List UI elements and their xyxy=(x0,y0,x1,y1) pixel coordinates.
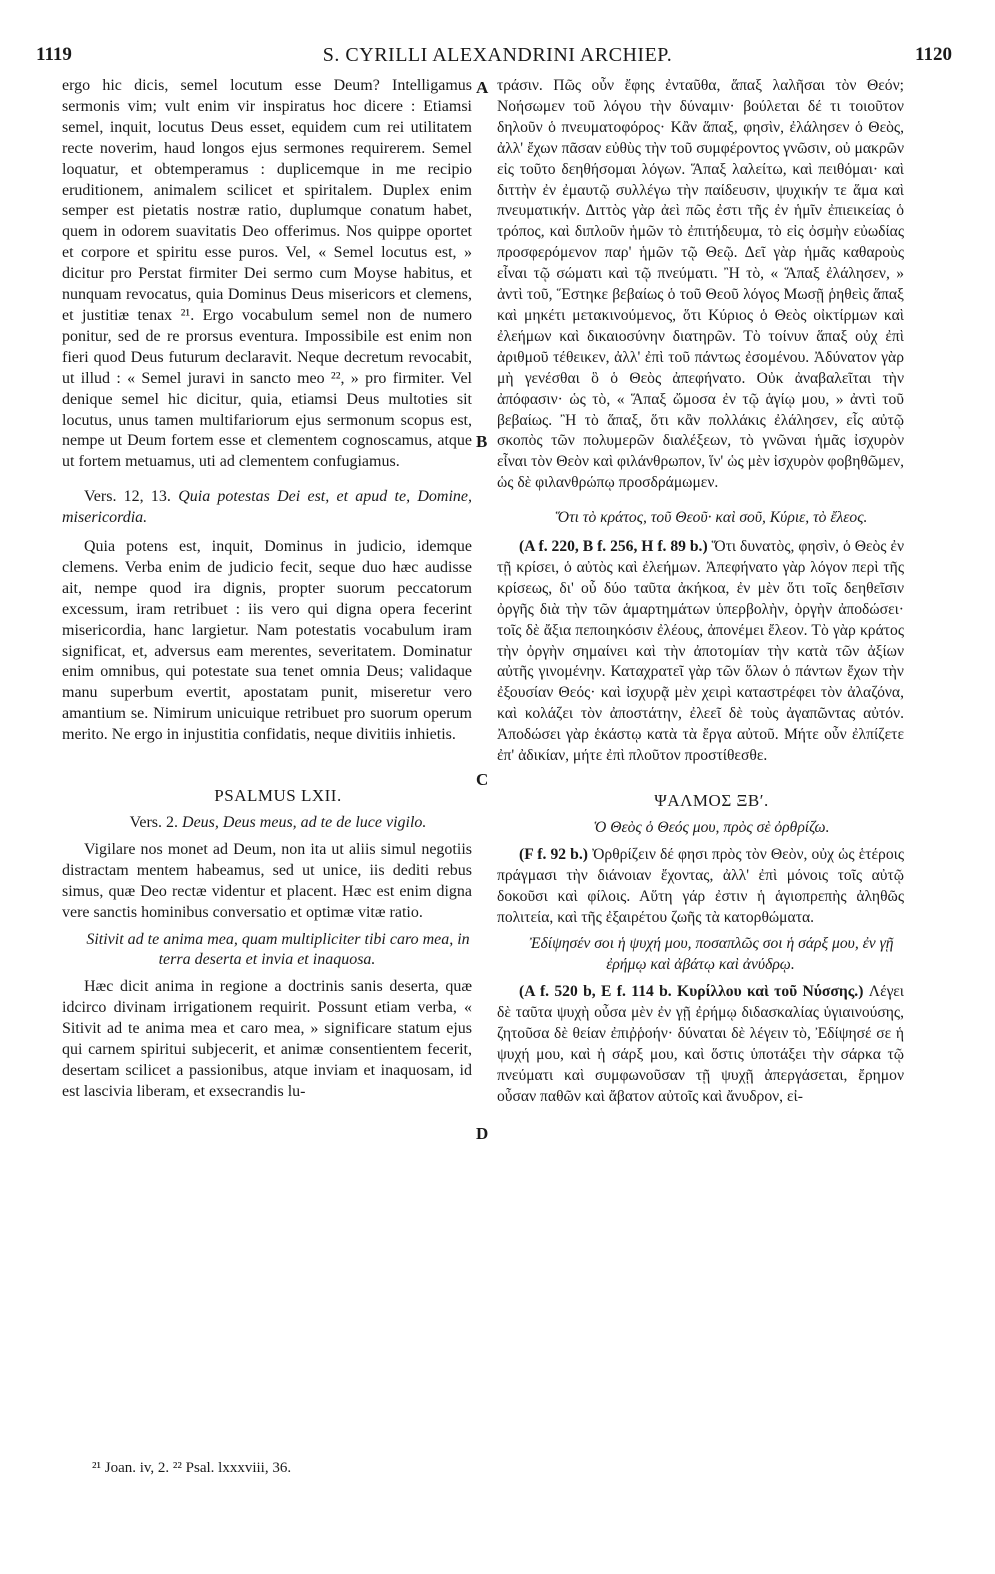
verse-number: Vers. 2. xyxy=(129,814,179,831)
latin-paragraph: Vigilare nos monet ad Deum, non ita ut aliis simul negotiis distractam mentem habeamus, sed ut unice, iis dediti rebus simus, quæ Deo rectæ videntur et placent. Hæc est enim digna vere sanctis hominibus conversatio et optimæ vitæ ratio. xyxy=(62,840,472,921)
verse-text: Deus, Deus meus, ad te de luce vigilo. xyxy=(182,814,427,831)
latin-paragraph: Hæc dicit anima in regione a doctrinis sanis deserta, quæ idcirco divinam irrigationem requirit. Possunt etiam verba, « Sitivit ad te anima mea et caro mea, » significare statum ejus qui carnem spiritui subjecerit, et animæ consentientem fecerit, desertam scilicet a passionibus, atque inviam et inaquosam, id est lascivia liberam, et exsecrandis lu- xyxy=(62,978,472,1100)
manuscript-reference: (A f. 520 b, E f. 114 b. Κυρίλλου καὶ τοῦ Νύσσης.) xyxy=(519,983,864,1001)
greek-psalm-title: ΨΑΛΜΟΣ ΞΒʹ. xyxy=(654,791,769,810)
latin-verse-heading xyxy=(62,813,472,834)
greek-paragraph: (F f. 92 b.) Ὀρθρίζειν δέ φησι πρὸς τὸν Θεὸν, οὐχ ὡς ἑτέροις πράγμασι τὴν διάνοιαν ἔχοντας, ἀλλ' ἐπὶ μόνοις τοῖς αὐτῷ δοκοῦσι καὶ φίλοις. Αὕτη γάρ ἐστιν ἡ ἁγιοπρεπὴς ἀληθῶς πολιτεία, καὶ τῆς ἐξαιρέτου ζωῆς τὰ κατορθώματα. xyxy=(497,845,904,926)
greek-verse-heading: Ὁ Θεὸς ὁ Θεός μου, πρὸς σὲ ὀρθρίζω. xyxy=(593,818,830,836)
footnotes: ²¹ Joan. iv, 2. ²² Psal. lxxxviii, 36. xyxy=(92,1460,292,1476)
running-title: S. CYRILLI ALEXANDRINI ARCHIEP. xyxy=(322,44,673,66)
margin-letter-b: B xyxy=(476,432,488,451)
manuscript-reference: (F f. 92 b.) xyxy=(519,845,588,863)
greek-paragraph: (A f. 520 b, E f. 114 b. Κυρίλλου καὶ τοῦ Νύσσης.) Λέγει δὲ ταῦτα ψυχὴ οὖσα μὲν ἐν γῇ ἐρήμῳ διδασκαλίας ὑγιαινούσης, ζητοῦσα δὲ θείαν ἐπιῤῥοήν· δύναται δὲ λέγειν τὸ, Ἐδίψησέ σε ἡ ψυχή μου, καὶ ἡ σάρξ μου, καὶ ὅστις ὑποτάξει τὴν σάρκα τῷ πνεύματι καὶ συμφωνοῦσαν τῇ ψυχῇ ἀπεργάσεται, ἔρημον οὖσαν παθῶν καὶ ἄβατον αὐτοῖς καὶ ἄνυδρον, εἰ- xyxy=(497,983,904,1105)
greek-verse-heading: Ὅτι τὸ κράτος, τοῦ Θεοῦ· καὶ σοῦ, Κύριε, τὸ ἔλεος. xyxy=(555,509,868,527)
manuscript-reference: (A f. 220, B f. 256, H f. 89 b.) xyxy=(519,538,708,556)
verse-text: Quia potestas Dei est, et apud te, Domine, misericordia. xyxy=(62,488,472,527)
latin-paragraph: Quia potens est, inquit, Dominus in judicio, idemque clemens. Verba enim de judicio fecit, seque duo hæc audisse ait, nempe quod ira dignis, propter suorum peccatorum excessum, iram retribuet : iis vero qui digna opera fecerint misericordia, hanc largietur. Nam potestatis vocabulum iram significat, et, adversus eam merentes, severitatem. Dominatur enim omnibus, qui potestate sua tenet omnia Deus; validaque manu superbum evertit, apostatam punit, miseretur vero amantium se. Nimirum unicuique retribuet pro suorum operum merito. Ne ergo in injustitia confidatis, neque divitiis inhietis. xyxy=(62,538,472,744)
latin-verse-heading xyxy=(62,487,472,529)
margin-letter-d: D xyxy=(476,1124,489,1143)
margin-letter-a: A xyxy=(476,78,489,97)
greek-paragraph: (A f. 220, B f. 256, H f. 89 b.) Ὅτι δυνατὸς, φησὶν, ὁ Θεὸς ἐν τῇ κρίσει, ὁ αὐτὸς καὶ ἐλεήμων. Ἀπεφήνατο γὰρ λόγον περὶ τῆς κρίσεως, δι' οὗ δύο ταῦτα ἀκήκοα, ἐν μὲν ὅτι τοῖς δεηθεῖσιν ὀργῆς διὰ τὴν τῶν ἁμαρτημάτων ὑπερβολὴν, ὀργὴν ἀποδώσει· τοῖς δὲ ἄξια πεποιηκόσιν ἐλέους, ἀπονέμει ἔλεον. Τὸ γὰρ κράτος τὴν ὀργὴν σημαίνει καὶ τὴν ἀποτομίαν τὴν κατὰ τῶν ἀξίων αὐτῆς γινομένην. Καταχρατεῖ γὰρ τῶν ὅλων ὁ πάντων ἔχων τὴν ἐξουσίαν Θεός· καὶ ἰσχυρᾷ μὲν χειρὶ καταστρέφει τὸν ἀλαζόνα, καὶ κολάζει τὸν ἀποστάτην, ἐλεεῖ δὲ τοὺς ἀγαπῶντας αὐτόν. Ἀποδώσει γὰρ ἑκάστῳ κατὰ τὰ ἔργα αὐτοῦ. Μήτε οὖν ἐλπίζετε ἐπ' ἀδικίαν, μήτε ἐπὶ πλοῦτον προστίθεσθε. xyxy=(497,538,904,765)
latin-verse-quote: Sitivit ad te anima mea, quam multipliciter tibi caro mea, in terra deserta et invia et inaquosa. xyxy=(86,930,470,969)
margin-letter-c: C xyxy=(476,770,489,789)
right-page-number: 1120 xyxy=(915,44,952,65)
left-page-number: 1119 xyxy=(36,44,72,65)
latin-psalm-title: PSALMUS LXII. xyxy=(214,786,342,806)
latin-paragraph: ergo hic dicis, semel locutum esse Deum? Intelligamus sermonis vim; vult enim vir inspiratus hoc dicere : Etiamsi semel, inquit, locutus Deus esset, equidem cum rei utilitatem recte noverim, haud longos ejus sermones requirerem. Semel loquatur, et obtemperamus : duplicemque in me recipio eruditionem, animalem scilicet et spiritalem. Duplex enim semper est pietatis nostræ ratio, duplumque conatum habet, quem in odorem suavitatis Deo offerimus. Nos quippe oportet et corpore et spiritu esse puros. Vel, « Semel locutus est, » dicitur pro Perstat firmiter Dei sermo cum Moyse habitus, et nunquam revocatus, quia Dominus Deus misericors et clemens, et justitiæ tenax ²¹. Ergo vocabulum semel non de numero ponitur, sed de re prorsus eventura. Impossibile est enim non fieri quod Deus futurum declaravit. Neque decretum revocabit, ut illud : « Semel juravi in sancto meo ²², » pro firmiter. Vel denique semel hic dicitur, quia, etiamsi Deus multoties sit locutus, unus tamen multifariorum ejus sermonum scopus est, nempe ut Deum fortem esse et clementem cognoscamus, atque ut fortem metuamus, uti ad clementem confugiamus. xyxy=(62,77,472,471)
verse-number: Vers. 12, 13. xyxy=(84,488,171,506)
latin-column xyxy=(62,76,472,1103)
greek-verse-quote: Ἐδίψησέν σοι ἡ ψυχή μου, ποσαπλῶς σοι ἡ σάρξ μου, ἐν γῇ ἐρήμῳ καὶ ἀβάτῳ καὶ ἀνύδρῳ. xyxy=(529,935,894,974)
greek-column xyxy=(497,76,904,1108)
greek-paragraph: τράσιν. Πῶς οὖν ἔφης ἐνταῦθα, ἅπαξ λαλῆσαι τὸν Θεόν; Νοήσωμεν τοῦ λόγου τὴν δύναμιν· βούλεται δέ τι τοιοῦτον δηλοῦν ὁ πνευματοφόρος· Κἂν ἅπαξ, φησὶν, ἐλάλησεν ὁ Θεὸς, ἀλλ' ἔχων πᾶσαν εὐθὺς τὴν τοῦ συμφέροντος γνῶσιν, οὐ μακρῶν εἰς τοῦτο δεηθήσομαι λόγων. Ἅπαξ λαλείτω, καὶ πειθόμαι· καὶ διττὴν ἐν ἐμαυτῷ συλλέγω τὴν παίδευσιν, ψυχικήν τε ἅμα καὶ πνευματικήν. Διττὸς γὰρ ἀεὶ πῶς ἐστι τῆς ἐν ἡμῖν ἐπιεικείας ὁ τρόπος, καὶ διπλοῦν ἡμῶν τὸ ἐπιτήδευμα, τὸ εἰς ὀσμὴν εὐωδίας προσφερόμενον παρ' ἡμῶν τῷ Θεῷ. Δεῖ γὰρ ἡμᾶς καθαροὺς εἶναι τῷ σώματι καὶ τῷ πνεύματι. Ἢ τὸ, « Ἅπαξ ἐλάλησεν, » ἀντὶ τοῦ, Ἕστηκε βεβαίως ὁ τοῦ Θεοῦ λόγος Μωσῇ ῥηθεὶς ἅπαξ καὶ μηκέτι μετακινούμενος, ὅτι Κύριος ὁ Θεὸς οἰκτίρμων καὶ ἐλεήμων καὶ δικαιοσύνην διατηρῶν. Τὸ τοίνυν ἅπαξ οὐχ ἐπὶ ἀριθμοῦ τέθεικεν, ἀλλ' ἐπὶ τοῦ πάντως ἐσομένου. Ἀδύνατον γὰρ μὴ γενέσθαι ὃ ὁ Θεὸς ἀπεφήνατο. Οὐκ ἀναβαλεῖται τὴν ἀπόφασιν· ὡς τὸ, « Ἅπαξ ὤμοσα ἐν τῷ ἁγίῳ μου, » ἀντὶ τοῦ βεβαίως. Ἢ τὸ ἅπαξ, ὅτι κἂν πολλάκις ἐλάλησεν, εἷς αὐτῷ σκοπὸς τῶν πολυμερῶν διαλέξεων, τὸ γνῶναι ἡμᾶς ἰσχυρὸν εἶναι τὸν Θεὸν καὶ φιλάνθρωπον, ἵν' ὡς μὲν ἰσχυρὸν φοβηθῶμεν, ὡς δὲ φιλανθρώπῳ προσδράμωμεν. xyxy=(497,77,904,492)
